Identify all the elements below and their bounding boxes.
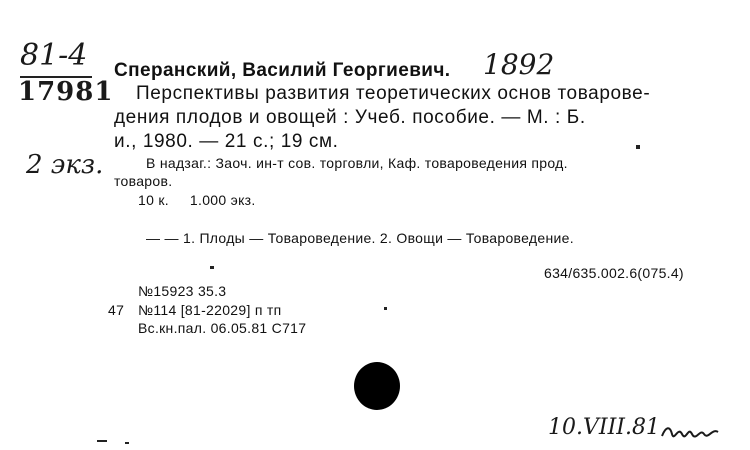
title-line-1: Перспективы развития теоретических основ товарове- (136, 83, 651, 104)
tech-line-2-prefix: 47 (108, 302, 125, 318)
copies-note: 2 экз. (26, 150, 104, 180)
title-line-3: и., 1980. — 21 с.; 19 см. (114, 131, 339, 152)
tech-line-3: Вс.кн.пал. 06.05.81 С717 (138, 320, 307, 336)
tech-line-2: №114 [81-22029] п тп (138, 302, 282, 318)
stray-mark (97, 440, 107, 442)
punch-hole (354, 362, 400, 410)
stray-mark (636, 145, 640, 149)
stray-mark (210, 266, 214, 269)
shelfmark-bottom: 17981 (18, 77, 114, 107)
udc-index: 634/635.002.6(075.4) (544, 265, 684, 281)
birth-year-note: 1892 (483, 48, 555, 81)
footer-date-note: 10.VIII.81 (548, 415, 660, 440)
note-line-1: В надзаг.: Заоч. ин-т сов. торговли, Каф. товароведения прод. (146, 155, 568, 171)
footer-scribble (660, 420, 720, 440)
shelfmark-top: 81-4 (20, 38, 88, 73)
note-line-2: товаров. (114, 173, 173, 189)
author-heading: Сперанский, Василий Георгиевич. (114, 60, 451, 81)
stray-mark (125, 442, 129, 444)
tech-line-1: №15923 35.3 (138, 283, 227, 299)
copies-line: 10 к. 1.000 экз. (138, 192, 256, 208)
subject-headings: — — 1. Плоды — Товароведение. 2. Овощи — Товароведение. (146, 230, 574, 246)
title-line-2: дения плодов и овощей : Учеб. пособие. — М. : Б. (114, 107, 586, 128)
stray-mark (384, 307, 387, 310)
